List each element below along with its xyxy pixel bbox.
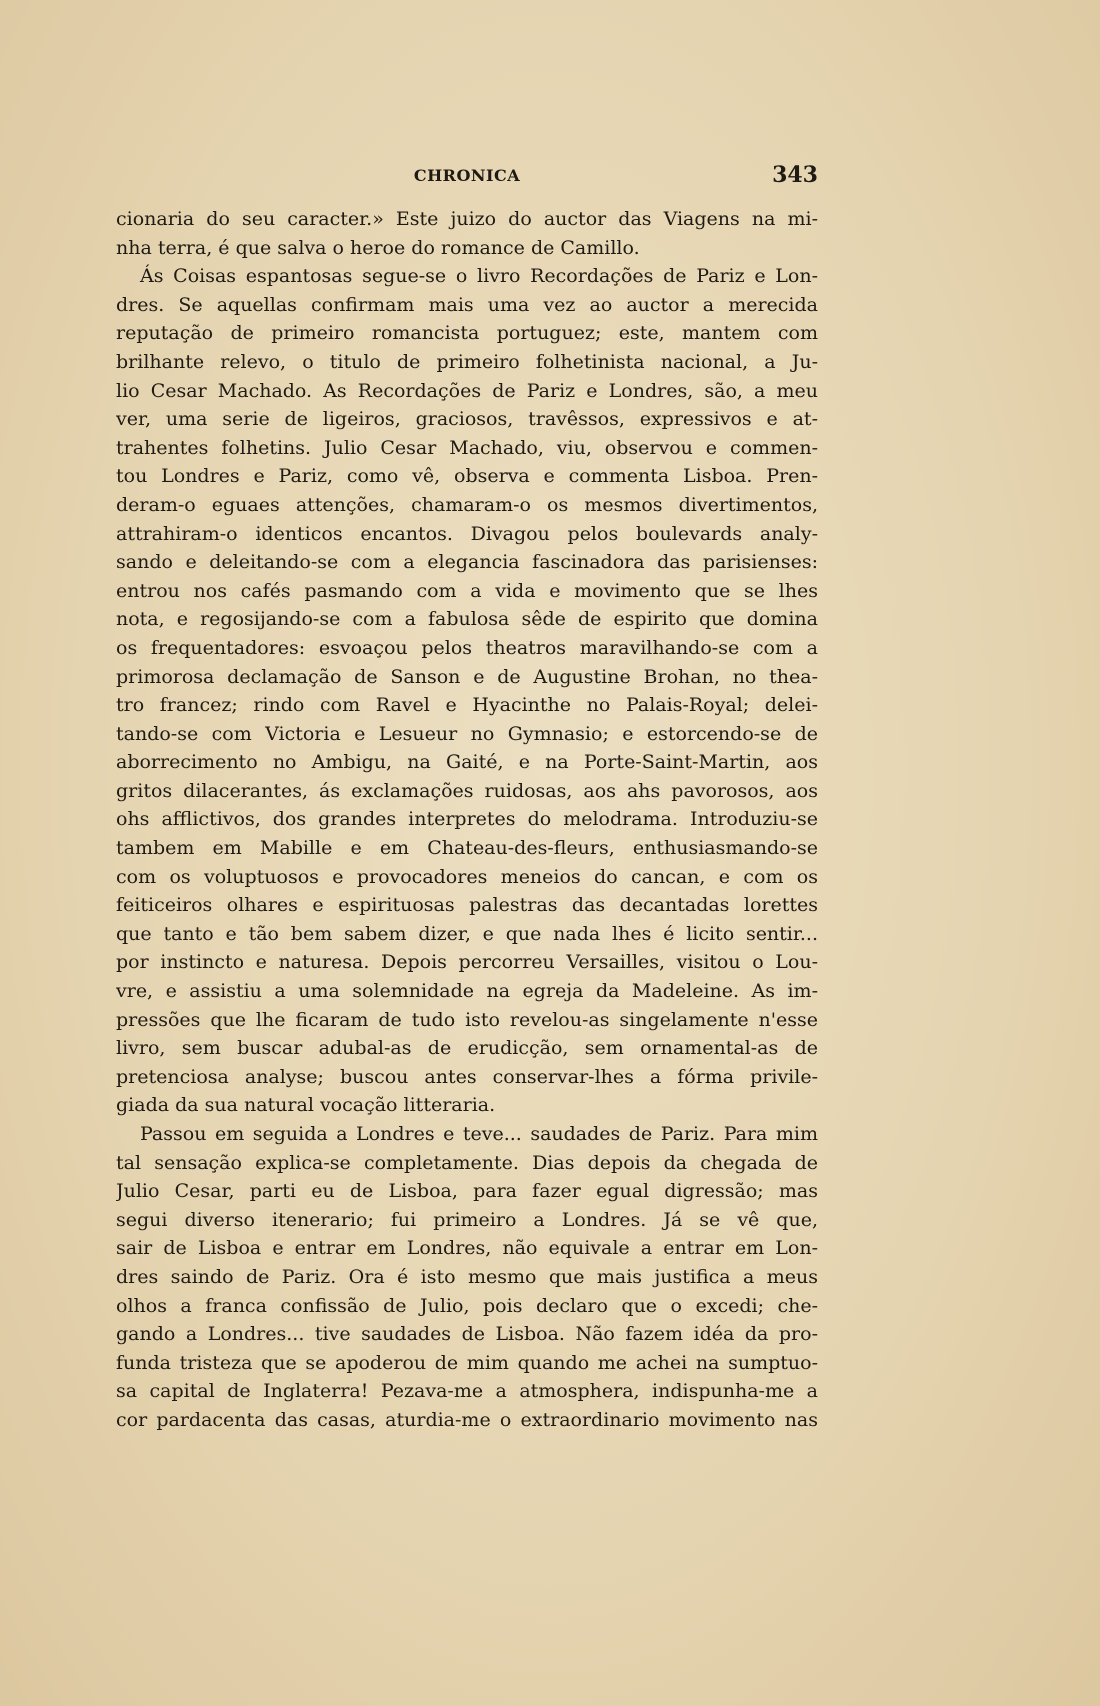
text-line: por instincto e naturesa. Depois percorreu Versailles, visitou o Lou-: [116, 951, 818, 974]
text-line: dres. Se aquellas confirmam mais uma vez ao auctor a merecida: [116, 293, 818, 316]
text-line: sa capital de Inglaterra! Pezava-me a atmosphera, indispunha-me a: [116, 1380, 818, 1403]
text-line: tambem em Mabille e em Chateau-des-fleurs, enthusiasmando-se: [116, 837, 818, 860]
text-line: pretenciosa analyse; buscou antes conservar-lhes a fórma privile-: [116, 1065, 818, 1088]
text-line: entrou nos cafés pasmando com a vida e movimento que se lhes: [116, 579, 818, 602]
text-line: vre, e assistiu a uma solemnidade na egreja da Madeleine. As im-: [116, 980, 818, 1003]
text-line: cionaria do seu caracter.» Este juizo do auctor das Viagens na mi-: [116, 208, 818, 230]
text-line: pressões que lhe ficaram de tudo isto revelou-as singelamente n'esse: [116, 1008, 818, 1031]
text-line: trahentes folhetins. Julio Cesar Machado, viu, observou e commen-: [116, 436, 818, 459]
text-line: com os voluptuosos e provocadores meneios do cancan, e com os: [116, 865, 818, 888]
text-line: livro, sem buscar adubal-as de erudicção, sem ornamental-as de: [116, 1037, 818, 1060]
text-line: ver, uma serie de ligeiros, graciosos, travêssos, expressivos e at-: [116, 408, 818, 431]
text-line: gritos dilacerantes, ás exclamações ruidosas, aos ahs pavorosos, aos: [116, 779, 818, 802]
page-header: [116, 162, 818, 196]
text-line: olhos a franca confissão de Julio, pois declaro que o excedi; che-: [116, 1294, 818, 1317]
text-line: ohs afflictivos, dos grandes interpretes do melodrama. Introduziu-se: [116, 808, 818, 831]
text-line: que tanto e tão bem sabem dizer, e que nada lhes é licito sentir...: [116, 922, 818, 945]
text-line: attrahiram-o identicos encantos. Divagou pelos boulevards analy-: [116, 522, 818, 545]
text-line: cor pardacenta das casas, aturdia-me o extraordinario movimento nas: [116, 1408, 818, 1431]
text-line: Ás Coisas espantosas segue-se o livro Recordações de Pariz e Lon-: [140, 265, 818, 288]
text-line: segui diverso itenerario; fui primeiro a Londres. Já se vê que,: [116, 1208, 818, 1231]
text-line: sando e deleitando-se com a elegancia fascinadora das parisienses:: [116, 551, 818, 574]
text-line: Passou em seguida a Londres e teve... saudades de Pariz. Para mim: [140, 1123, 818, 1145]
text-line: deram-o eguaes attenções, chamaram-o os mesmos divertimentos,: [116, 493, 818, 516]
text-line: dres saindo de Pariz. Ora é isto mesmo que mais justifica a meus: [116, 1265, 818, 1288]
text-line: tou Londres e Pariz, como vê, observa e commenta Lisboa. Pren-: [116, 465, 818, 488]
text-line: primorosa declamação de Sanson e de Augustine Brohan, no thea-: [116, 665, 818, 688]
text-line: tro francez; rindo com Ravel e Hyacinthe no Palais-Royal; delei-: [116, 694, 818, 717]
text-line: gando a Londres... tive saudades de Lisboa. Não fazem idéa da pro-: [116, 1323, 818, 1346]
text-line: funda tristeza que se apoderou de mim quando me achei na sumptuo-: [116, 1351, 818, 1374]
body-text: [116, 205, 818, 1435]
text-line: aborrecimento no Ambigu, na Gaité, e na Porte-Saint-Martin, aos: [116, 751, 818, 774]
text-line: feiticeiros olhares e espirituosas palestras das decantadas lorettes: [116, 894, 818, 917]
text-line: nota, e regosijando-se com a fabulosa sêde de espirito que domina: [116, 608, 818, 631]
text-line: sair de Lisboa e entrar em Londres, não equivale a entrar em Lon-: [116, 1237, 818, 1260]
text-line: Julio Cesar, parti eu de Lisboa, para fazer egual digressão; mas: [116, 1180, 818, 1203]
text-line: brilhante relevo, o titulo de primeiro folhetinista nacional, a Ju-: [116, 350, 818, 373]
text-line: tal sensação explica-se completamente. Dias depois da chegada de: [116, 1151, 818, 1174]
text-line: os frequentadores: esvoaçou pelos theatros maravilhando-se com a: [116, 636, 818, 659]
text-line: nha terra, é que salva o heroe do romance de Camillo.: [116, 236, 640, 259]
text-line: giada da sua natural vocação litteraria.: [116, 1094, 496, 1117]
text-line: tando-se com Victoria e Lesueur no Gymnasio; e estorcendo-se de: [116, 722, 818, 745]
running-title: CHRONICA: [413, 166, 521, 185]
text-line: lio Cesar Machado. As Recordações de Pariz e Londres, são, a meu: [116, 379, 818, 402]
text-line: reputação de primeiro romancista portuguez; este, mantem com: [116, 322, 818, 345]
page-number: 343: [772, 162, 818, 188]
